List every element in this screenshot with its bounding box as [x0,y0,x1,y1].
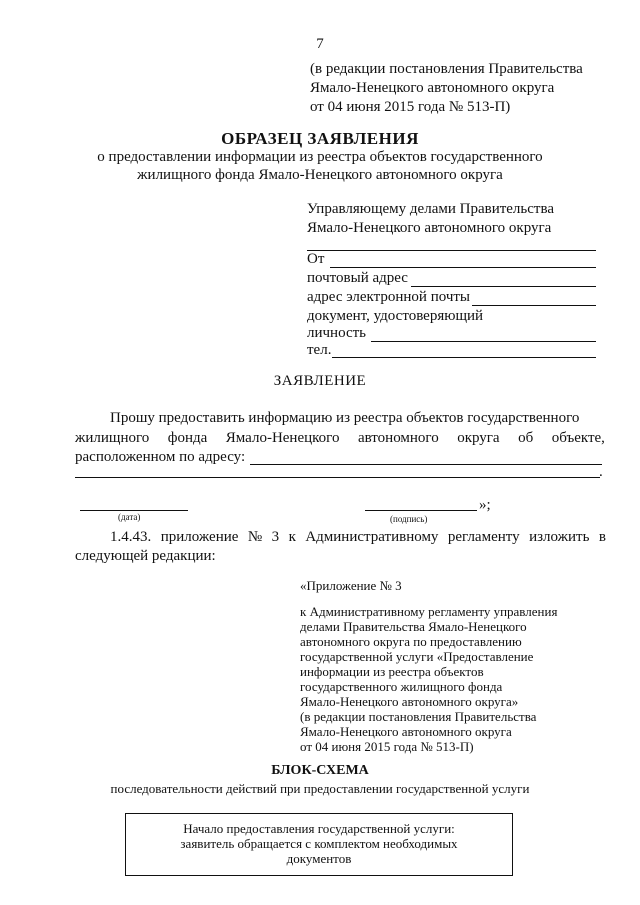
appendix-line: информации из реестра объектов [300,664,484,679]
address-field-cont[interactable] [75,477,600,478]
id-document-field[interactable] [371,341,596,342]
statement-address-label: расположенном по адресу: [75,449,246,465]
word: изложить [529,529,590,545]
statement-line: Прошу предоставить информацию из реестра объектов государственного [110,410,580,426]
word: округа [457,430,500,446]
word: об [518,430,534,446]
word: № [247,529,263,545]
appendix-line [300,593,557,604]
date-field[interactable] [80,510,188,511]
postal-address-label: почтовый адрес [307,270,408,286]
statement-title: ЗАЯВЛЕНИЕ [273,373,367,389]
date-caption: (дата) [118,512,141,522]
appendix-line: к Административному регламенту управления [300,604,558,619]
appendix-line: делами Правительства Ямало-Ненецкого [300,619,527,634]
word: 1.4.43. [110,529,152,545]
signature-suffix: »; [479,497,491,513]
addressee-line: Ямало-Ненецкого автономного округа [307,220,552,236]
word: объекте, [551,430,605,446]
phone-field[interactable] [332,357,596,358]
appendix-line: (в редакции постановления Правительства [300,709,537,724]
from-label: От [307,251,325,267]
addressee-line: Управляющему делами Правительства [307,201,555,217]
flowchart-box-line: Начало предоставления государственной услуги: [183,821,455,836]
word: 3 [271,529,280,545]
page-number: 7 [316,36,324,52]
appendix-line: автономного округа по предоставлению [300,634,522,649]
sample-subtitle [0,148,640,184]
flowchart-box-line: документов [286,851,352,866]
edition-note-line: (в редакции постановления Правительства [310,61,583,77]
amendment-line: следующей редакции: [75,548,216,564]
from-field[interactable] [330,267,596,268]
word: фонда [167,430,208,446]
id-document-label: документ, удостоверяющий [307,308,484,324]
scheme-subtitle: последовательности действий при предоставлении государственной услуги [110,781,530,796]
statement-line-justified [75,430,605,447]
email-address-label: адрес электронной почты [307,289,471,305]
word: в [598,529,606,545]
email-address-field[interactable] [472,305,596,306]
word: Административному [305,529,439,545]
appendix-line: «Приложение № 3 [300,578,402,593]
flowchart-start-box [125,813,513,876]
postal-address-field[interactable] [411,286,596,287]
sample-subtitle-line: жилищного фонда Ямало-Ненецкого автономного округа [137,167,503,183]
signature-field[interactable] [365,510,477,511]
addressee [307,200,554,238]
address-end-mark: . [599,464,603,480]
word: автономного [357,430,439,446]
address-field[interactable] [250,464,602,465]
phone-label: тел. [307,342,332,358]
word: к [288,529,296,545]
signature-caption: (подпись) [390,514,428,524]
edition-note-line: Ямало-Ненецкого автономного округа [310,80,555,96]
appendix-line: от 04 июня 2015 года № 513-П) [300,739,474,754]
sample-subtitle-line: о предоставлении информации из реестра объектов государственного [97,149,543,165]
word: Ямало-Ненецкого [225,430,340,446]
appendix-line: государственной услуги «Предоставление [300,649,534,664]
flowchart-box-line: заявитель обращается с комплектом необходимых [180,836,458,851]
appendix-line: Ямало-Ненецкого автономного округа» [300,694,519,709]
word: жилищного [75,430,150,446]
id-document-label-cont: личность [307,325,367,341]
edition-note [310,60,583,117]
scheme-title: БЛОК-СХЕМА [271,763,369,778]
appendix-header [300,578,557,754]
appendix-line: государственного жилищного фонда [300,679,503,694]
appendix-line: Ямало-Ненецкого автономного округа [300,724,512,739]
amendment-line-justified [110,529,606,546]
sample-title: ОБРАЗЕЦ ЗАЯВЛЕНИЯ [221,129,419,148]
word: приложение [160,529,239,545]
blank-line [307,250,596,251]
edition-note-line: от 04 июня 2015 года № 513-П) [310,99,511,115]
word: регламенту [447,529,520,545]
